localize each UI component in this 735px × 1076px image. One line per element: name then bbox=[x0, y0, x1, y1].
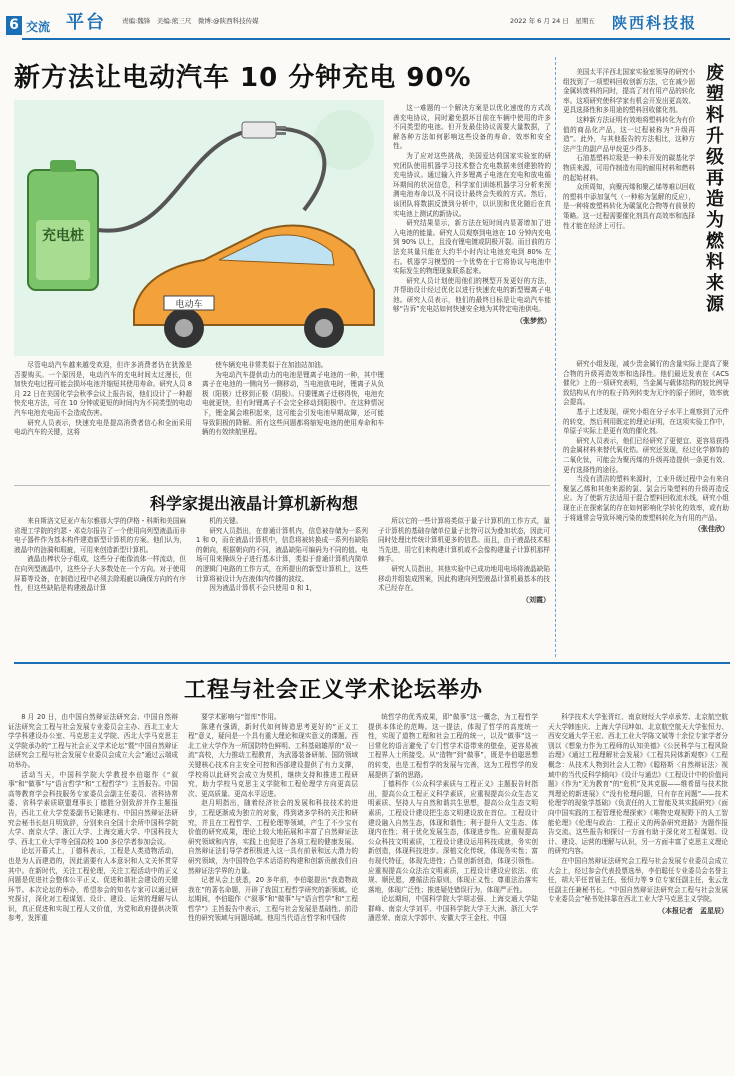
sidebar-paragraph: 研究人员表示，他们已经研究了更便宜、更容易获得的金属材料来替代氧化锆。研究还发现，经过化学修饰的二氧化钛，可能会为聚丙烯的升级再造提供一条更有效、更有选择性的途径。 bbox=[563, 436, 729, 474]
divider bbox=[14, 485, 550, 486]
sidebar-paragraph: 当没有清洁的塑料来源时，工业升级过程中会有来自聚氯乙烯和其他来源的氯、氯会污染塑料的升级再造反应。为了使新方法适用于混合塑料回收流水线，研究小组现在正在探索氯的存在如何影响化学转化的效率，或有助于将通常会导致环境污染的废塑料转化为有用的产品。 bbox=[563, 475, 729, 522]
article2-paragraph: 因为液晶计算机不会只使用 0 和 1， bbox=[209, 584, 317, 593]
article1-paragraph: 尽管电动汽车越来越受欢迎，但许多消费者仍在犹豫是否要购买。一个原因是，电动汽车的充电时间太过漫长，但加快充电过程可能会损坏电池并缩短其使用寿命。研究人员 8 月 22 日在美国化学会秋季会议上报告说，他们设计了一种超快充电方法，可在 10 分钟或更短的时间内为不同类型的电动汽车电池充电而不会造成伤害。 bbox=[14, 361, 192, 417]
sidebar-paragraph: 石油基塑料垃圾是一种未开发的碳基化学物质来源，可用作制造有用的耐用材料和燃料的起始材料。 bbox=[563, 154, 695, 182]
sidebar-paragraph: 美国太平洋西北国家实验室领导的研究小组找到了一项塑料回收创新方法，它在减少固金属转废料的同时，提高了对有用产品的转化率。这项研究使科学家有机会开发出更高效、更具选择性和多用途的塑料回收催化剂。 bbox=[563, 68, 695, 115]
article2-headline: 科学家提出液晶计算机新构想 bbox=[150, 494, 359, 513]
article3-column-3 bbox=[368, 713, 538, 1071]
article3-paragraph: 要学术影响与“智库”作用。 bbox=[201, 713, 281, 721]
article3-paragraph: 在中国自然辩证法研究会工程与社会发展专业委员会成立大会上，经过参会代表投票选举，李伯聪任专业委员会名誉主任，胡大平任首届主任，张恒力等 9 位专家任副主任，张云龙任副主任兼秘书长。“中国自然辩证法研究会工程与社会发展专业委员会”秘书处挂靠在西北工业大学马克思主义学院。 bbox=[548, 856, 728, 904]
newspaper-name: 陕西科技报 bbox=[612, 14, 698, 32]
sidebar-byline: （张佳欣） bbox=[694, 525, 729, 534]
article1-paragraph: 为电动汽车提供动力的电池是锂离子电池的一种，其中锂离子在电池的一侧向另一侧移动，当电池放电时，锂离子从负极（阳极）迁移到正极（阴极）。只要锂离子迁移得快，电池充电就更快，但有时锂离子不会完全移动到阳极中。在这种情况下，锂金属会堆积起来，这可能会引发电池早期故障，还可能导致阴极的降解。所有这些问题都将缩短电池的使用寿命和车辆的有效续航里程。 bbox=[202, 370, 384, 437]
article2-paragraph: 来自斯洛文尼亚卢布尔雅那大学的伊格・科斯和美国麻省理工学院的约瑟・邓克尔报告了一个使用向列型液晶而非电子器件作为基本构件建造新型计算机的方案。他们认为，液晶中的涟漪和瑕疵，可用来创造新型计算机。 bbox=[14, 517, 186, 554]
article1-paragraph: 研究人员表示，快速充电是提高消费者信心和全面采用电动汽车的关键，这将 bbox=[14, 418, 192, 437]
article1-headline: 新方法让电动汽车 10 分钟充电 90% bbox=[14, 63, 472, 93]
issue-date: 2022 年 6 月 24 日 星期五 bbox=[510, 17, 595, 25]
sidebar-paragraph: 这种新方法证明有效地将塑料转化为有价值的商品化产品，这一过程被称为“升级再造”。此外，与其他报告的方法相比，这种方法产生的副产品甲烷更少得多。 bbox=[563, 115, 695, 153]
article1-paragraph: 研究人员计划使用他们的模型开发更好的方法，并帮助设计经过优化以进行快速充电的新型锂离子电池。研究人员表示，他们的最终目标是让电动汽车能够“告诉”充电站如何快速安全地为其特定电池供电。 bbox=[393, 276, 551, 314]
car-label: 电动车 bbox=[175, 300, 203, 310]
article3-paragraph: 丁德科作《公众科学素质与工程正义》主题报告时指出，提高公众工程正义科学素质，应重视提高公众生态文明素质、坚持人与自然和谐共生思想，提高公众生态文明素质，工程设计建设把生态文明建设放在首位。工程设计建设融入自然生态，体现和谐性；利于提升人文生态、体现内在性；利于优化发展生态，体现进步性。应重视提高公众科技文明素质，工程设计建设运用科技成就，务实创新创造，体现科技进步。深植文化传统，体现务实性；富有现代特征，体现先进性；凸显创新创造，体现引领性。应重视提高公众法治文明素质，工程设计建设应依法、依规、顺民愿，遵循法治原则，体现正义性；尊重法治落实落地，体现广泛性；推进疑处错误行为，体现严正性。 bbox=[368, 780, 538, 894]
article3-paragraph: 统哲学的优秀成果，即“做事”这一概念，为工程哲学提供本体论的范畴。这一提法，体现了哲学的高度统一性，实现了道物工程和社会工程的统一，以及“做事”这一日常化的语言避免了专门哲学术语带来的壁垒，更容易被工程界人士所接受。从“造物”到“做事”，既是李伯聪思想的转变，也是工程哲学的发展与完善，这为工程哲学的发展提供了新的思路。 bbox=[368, 713, 538, 779]
page-header bbox=[0, 0, 735, 40]
editor-credits: 责编:魏锋 美编:熊三尺 微博:@陕西科技传媒 bbox=[122, 17, 259, 25]
article1-paragraph: 为了应对这些挑战，美国爱达荷国家实验室的研究团队使用机器学习技术整合充电数据来创建独特的充电协议。通过输入许多锂离子电池在充电和放电循环期间的状况信息，科学家们训练机器学习分析来预测电池寿命以及不同设计最终会失败的方式。然后，该团队将数据反馈到分析中，以识别和优化随后在真实电池上测试的新协议。 bbox=[393, 151, 551, 218]
article2-column-2 bbox=[196, 517, 368, 657]
article3-column-2 bbox=[188, 713, 358, 1071]
article1-paragraph: 研究结果显示，新方法在短时间内显著增加了进入电池的能量。研究人员观察到电池在 10 分钟内充电到 90% 以上，且没有锂电镀或阴极开裂。而目前的方法充其量只能在大约半小时内让电池充电到 80% 左右。机器学习模型的一个优势在于它将协议与电池中实际发生的物理现象联系起来。 bbox=[393, 219, 551, 276]
ev-charging-illustration bbox=[14, 100, 384, 356]
header-rule bbox=[22, 38, 730, 40]
article2-column-3 bbox=[378, 517, 550, 657]
sidebar-paragraph: 基于上述发现，研究小组在分子水平上观察到了元件的转变，然后利用既定的理论证明，在这项实验工作中，单原子实际上是更有效的催化剂。 bbox=[563, 407, 729, 436]
illustration-svg bbox=[14, 100, 384, 356]
article1-column-a bbox=[14, 361, 192, 481]
article2-paragraph: 液晶由棒状分子组成，这些分子能像流体一样流动，但在向列型液晶中，这些分子大多数处在一个方向。对于使用屏幕等设备，在制造过程中必须去除瑕疵以确保方向的有序性，但这些缺陷是构建液晶计算 bbox=[14, 555, 186, 593]
article3-paragraph: 赵月明指出，随着经济社会的发展和科技技术的进步，工程逐渐成为独立的对象，得到诸多学科的关注和研究，并且在工程哲学、工程伦理等领域，产生了不少宝有价值的研究成果，理论上较大地拓展和丰富了自然辩证法研究领域和内容，实践上也促进了各项工程的健康发展。自然辩证法们导学者积极进入这一具有前景和远大潜力的研究领域，为中国特色学术话语的构建和创新贡献我们自然辩证法学界的力量。 bbox=[188, 799, 358, 875]
article3-paragraph: 陈建有强调，新时代如何铸造思考更好的“正义工程”意义，疑问是一个具有重大理论和现实意义的课题。西北工业大学作为一所国防特色鲜明、工科基础雄厚的“双一流”高校，大力推动工程教育，为武器装备研制、国防领域关键核心技术自主安全可控和西部建设提供了有力支撑，学校将以此研究会成立为契机，继续支持和推进工程研究，助力学校马克思主义学院和工程伦理学方向更高层次、更高质量、更高水平迈进。 bbox=[188, 722, 358, 798]
article3-paragraph: 科学技术大学张胥红、南京财经大学卓承芳、北京航空航天大学韩连庆、上海大学闫坤如、北京航空航天大学张恒力、西安交通大学王宏、西北工业大学陈文斌等十余位专家学者分别以《想象力作为工程师的认知美德》《公民科学与工程风险治理》《通过工程理解社会发展》《工程共同体新观察》《工程概念：从技术人物到社会人工物》《聪格斯〈自然辩证法〉视域中的当代反科学倾向》《设计与通忠》《工程设计中的价值问题》《作为“无为教育”的“危机”及其克服——维希留与技术批判理论的新进展》《“没有伦理问题，只有存在问题”——技术伦理学的现象学基础》《负责任的人工智能及其实践研究》《面向中国实践的工程管理伦理探索》《唯物史观视野下的人工智能伦理》《伦理与政治：工程正义的两条研究进路》为题作报告交流。这些报告和探讨一方面有助于深化对工程谋划、设计、建设、运营的理解与认识，另一方面丰富了克思主义理论的研究内容。 bbox=[548, 713, 728, 856]
sidebar-headline: 废塑料升级再造为燃料来源 bbox=[706, 63, 724, 315]
battery-label: 充电桩 bbox=[42, 228, 84, 244]
article3-column-1 bbox=[8, 713, 178, 1071]
article3-paragraph: 活动当天，中国科学院大学教授李伯聪作《“叙事”和“做事”与“语言哲学”和“工程哲学”》主旨报告。中国高等教育学会科技服务专家委员会副主任委员、省科协常委、省科学素质联盟理事长丁德胜分别致辞并作主题报告，西北工业大学党委副书记陈建有、中国自然辩证法研究会秘书长赵月明致辞，分别来自全国十余所中国科学院大学、南京大学、浙江大学、上海交通大学、中国科技大学、西北工业大学等全国高校 100 多位学者参加会议。 bbox=[8, 770, 178, 846]
article2-paragraph: 研究人员指出，其他实验中已成功地用电场将液晶缺陷移动并组装成图案，因此构建向列型液晶计算机最基本的技术已经存在。 bbox=[378, 564, 550, 593]
article3-paragraph: 记者从会上获悉，20 多年前，李伯聪提出“我造物故我在”的著名命题，开辟了我国工程哲学研究的新领域。论坛期间，李伯聪作《“叙事”和“做事”与“语言哲学”和“工程哲学”》主旨报告中表示，工程与社会发展是基础性、前沿性的研究领域与问题场域。他用当代语言哲学和中国传 bbox=[188, 876, 358, 923]
section-label-big: 平台 bbox=[66, 12, 106, 33]
section-label-small: 交流 bbox=[26, 20, 51, 34]
article1-column-c bbox=[393, 104, 551, 484]
article2-paragraph: 研究人员指出，在普通计算机内，信息被存储为一系列 1 和 0，而在液晶计算机中，信息将被转换成一系列有缺陷的朝向，根据朝向的不同，液晶缺陷可编码为不同的值。电场可用来操纵分子进行基本计算，类似于普通计算机内简单的逻辑门电路的工作方式，在所提出的新型计算机上，这些计算将被设计为在液体内传播的波纹。 bbox=[196, 526, 368, 583]
sidebar-column-top bbox=[563, 68, 695, 360]
article3-paragraph: 8 月 20 日，由中国自然辩证法研究会、中国自然辩证法研究会工程与社会发展专业委员会主办、西北工业大学学科建设办公室、马克思主义学院、西北大学马克思主义学院承办的“工程与社会正义学术论坛”暨“中国自然辩证法研究会工程与社会发展专业委员会成立大会”通过云端成功举办。 bbox=[8, 713, 178, 769]
article1-column-b bbox=[202, 361, 384, 481]
article3-column-4 bbox=[548, 713, 728, 1071]
divider bbox=[14, 662, 730, 664]
article3-byline: （本报记者 孟星辰） bbox=[658, 906, 728, 915]
article3-headline: 工程与社会正义学术论坛举办 bbox=[184, 678, 484, 703]
article1-byline: （张梦然） bbox=[516, 317, 551, 326]
page-number: 6 bbox=[6, 16, 22, 35]
article2-paragraph: 所以它的一些计算将类似于量子计算机的工作方式，量子计算机的基础存储单位量子比特可以为叠加状态，因此可同时处理比传统计算机更多的信息。而且，由于液晶技术相当先进，用它们来构建计算机或不会像构建量子计算机那样棘手。 bbox=[378, 517, 550, 564]
article1-paragraph: 使车辆充电非常类似于在加油站加油。 bbox=[215, 361, 328, 369]
article1-paragraph: 这一难题的一个解决方案是以优化速度的方式改善充电协议，同时避免损坏目前在车辆中使用的许多不同类型的电池。但开发最佳协议需要大量数据，了解各种方法如何影响这些设备的寿命、效率和安全性。 bbox=[393, 104, 551, 151]
article3-paragraph: 论坛开幕式上，丁德科表示，工程是人类造物活动，也是为人而建造的，因此需要有人本意识和人文关怀贯穿其中。在新时代，关注工程伦理，关注工程活动中的正义问题是促进社会整体公平正义、促进和谐社会建设的关键环节。本次论坛的举办，希望参会的知名专家可以通过研究探讨，深化对工程谋划、设计、建设、运营的理解与认识，真正促进和实现工程人文价值，为党和政府提供决策参考，发挥重 bbox=[8, 847, 178, 923]
plug-icon bbox=[242, 122, 276, 138]
sidebar-column-bottom bbox=[563, 360, 729, 652]
sidebar-paragraph: 研究小组发现，减少贵金属钌的含量实际上提高了聚合物的升级再造效率和选择性。他们最近发表在《ACS 催化》上的一项研究表明，当金属与载体结构的较比例导致结构从有序的粒子阵列转变为无序的原子团时，效率就会提高。 bbox=[563, 360, 729, 407]
article2-column-1 bbox=[14, 517, 186, 657]
article2-paragraph: 机的关键。 bbox=[209, 517, 243, 525]
article2-byline: （刘霞） bbox=[522, 595, 550, 604]
sidebar-paragraph: 众所周知，向聚丙烯和聚乙烯等难以回收的塑料中添加氢气（一种称为氢解的反应），是一种将废塑料转化为碳氢化合物等有前景的策略。这一过程需要催化剂具有高效率和选择性才能在经济上可行。 bbox=[563, 183, 695, 230]
article3-paragraph: 论坛期间，中国科学院大学胡志强、上海交通大学陆群峰、南京大学刘平、中国科学院大学王大洲、浙江大学潘恩荣、南京大学郭中、安徽大学王金柱、中国 bbox=[368, 895, 538, 923]
